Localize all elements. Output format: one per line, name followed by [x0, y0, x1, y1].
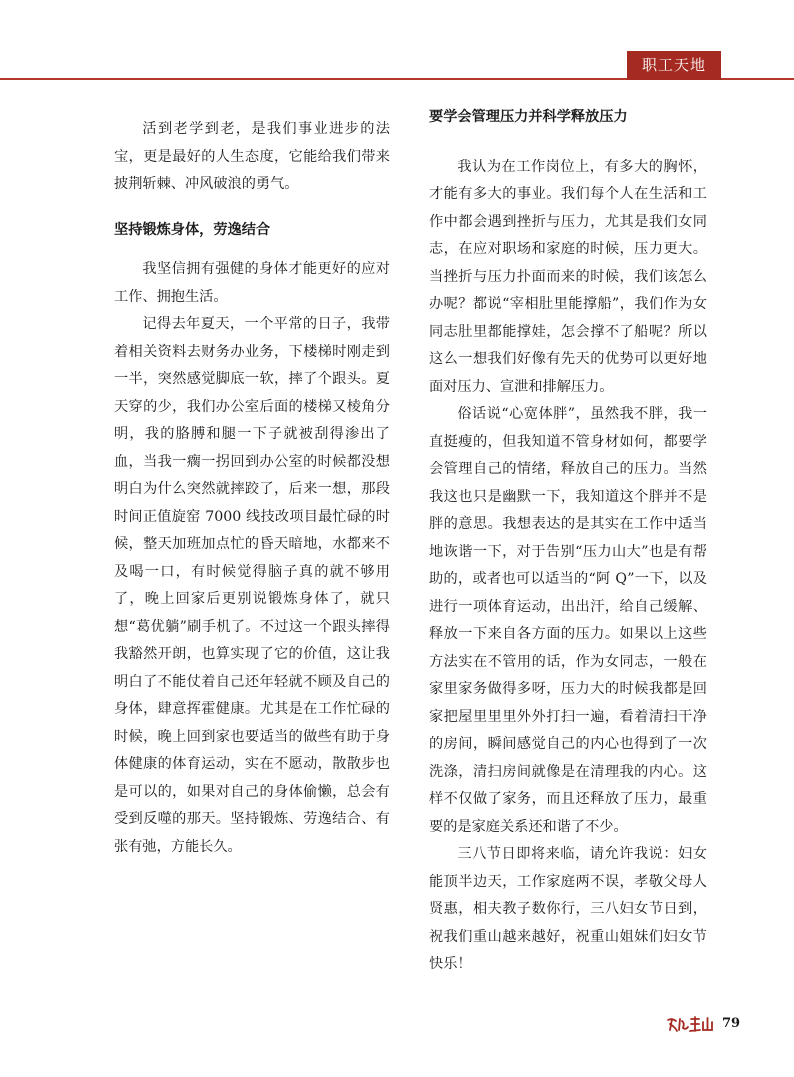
page-number: 79 [722, 1016, 741, 1031]
logo-calligraphy-icon [666, 1014, 714, 1034]
paragraph: 活到老学到老，是我们事业进步的法宝，更是最好的人生态度，它能给我们带来披荆斩棘、冲风破浪的勇气。 [114, 121, 390, 192]
left-column [114, 116, 390, 861]
magazine-logo [666, 1014, 714, 1034]
paragraph: 我坚信拥有强健的身体才能更好的应对工作、拥抱生活。 [114, 261, 390, 305]
paragraph: 俗话说“心宽体胖”，虽然我不胖，我一直挺瘦的，但我知道不管身材如何，都要学会管理自己的情绪，释放自己的压力。当然我这也只是幽默一下，我知道这个胖并不是胖的意思。我想表达的是其实在工作中适当地诙谐一下，对于告别“压力山大”也是有帮助的，或者也可以适当的“阿 Q”一下，以及进行一项体育运动，出出汗，给自己缓解、释放一下来自各方面的压力。如果以上这些方法实在不管用的话，作为女同志，一般在家里家务做得多呀，压力大的时候我都是回家把屋里里里外外打扫一遍，看着清扫干净的房间，瞬间感觉自己的内心也得到了一次洗涤，清扫房间就像是在清理我的内心。这样不仅做了家务，而且还释放了压力，最重要的是家庭关系还和谐了不少。 [429, 406, 707, 835]
right-column [429, 104, 707, 979]
section-tag: 职工天地 [627, 51, 721, 80]
section-heading: 坚持锻炼身体，劳逸结合 [114, 221, 271, 238]
paragraph: 我认为在工作岗位上，有多大的胸怀，才能有多大的事业。我们每个人在生活和工作中都会遇到挫折与压力，尤其是我们女同志，在应对职场和家庭的时候，压力更大。当挫折与压力扑面而来的时候，我们该怎么办呢？都说“宰相肚里能撑船”，我们作为女同志肚里都能撑娃，怎会撑不了船呢？所以这么一想我们好像有先天的优势可以更好地面对压力、宣泄和排解压力。 [429, 158, 707, 395]
section-heading: 要学会管理压力并科学释放压力 [429, 109, 628, 125]
paragraph: 记得去年夏天，一个平常的日子，我带着相关资料去财务办业务，下楼梯时刚走到一半，突然感觉脚底一软，摔了个跟头。夏天穿的少，我们办公室后面的楼梯又棱角分明，我的胳膊和腿一下子就被刮得渗出了血，当我一瘸一拐回到办公室的时候都没想明白为什么突然就摔跤了，后来一想，那段时间正值旋窑 7000 线技改项目最忙碌的时候，整天加班加点忙的昏天暗地，水都来不及喝一口，有时候觉得脑子真的就不够用了，晚上回家后更别说锻炼身体了，就只想“葛优躺”刷手机了。不过这一个跟头摔得我豁然开朗，也算实现了它的价值，这让我明白了不能仗着自己还年轻就不顾及自己的身体，肆意挥霍健康。尤其是在工作忙碌的时候，晚上回到家也要适当的做些有助于身体健康的体育运动，实在不愿动，散散步也是可以的，如果对自己的身体偷懒，总会有受到反噬的那天。坚持锻炼、劳逸结合、有张有弛，方能长久。 [114, 316, 390, 855]
paragraph: 三八节日即将来临，请允许我说：妇女能顶半边天，工作家庭两不误，孝敬父母人贤惠，相夫教子数你行，三八妇女节日到，祝我们重山越来越好，祝重山姐妹们妇女节快乐！ [429, 846, 707, 972]
